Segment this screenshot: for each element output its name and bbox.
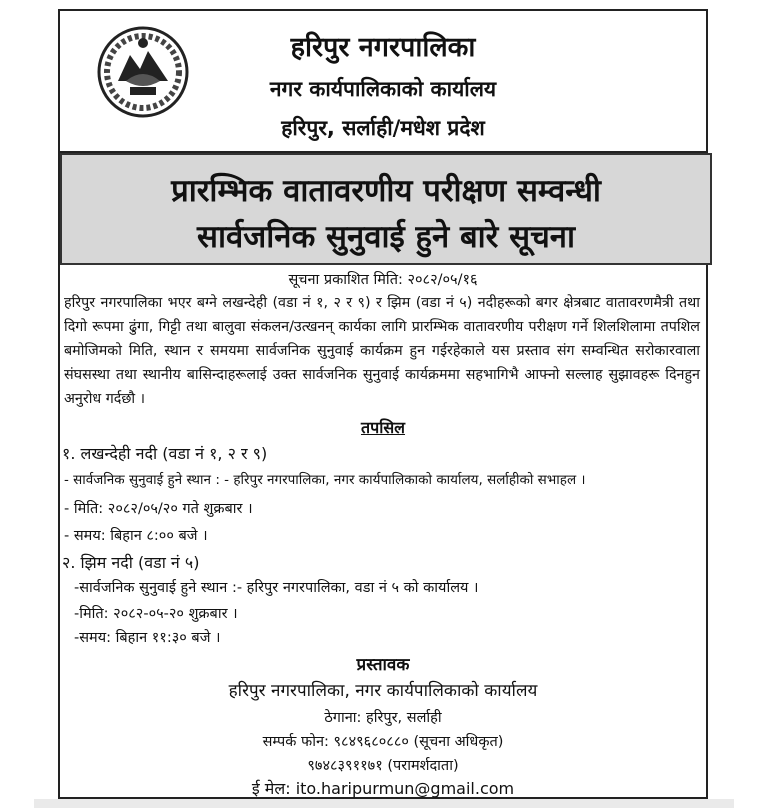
proposer-phone-1: सम्पर्क फोन: ९८४९६८०८८० (सूचना अधिकृत) (262, 734, 504, 750)
title-line-2: सार्वजनिक सुनुवाई हुने बारे सूचना (196, 219, 576, 255)
schedule-1-date: - मिति: २०८२/०५/२० गते शुक्रबार । (64, 501, 253, 517)
schedule-1-heading: १. लखन्देही नदी (वडा नं १, २ र ९) (62, 444, 268, 463)
notice-header (60, 11, 706, 153)
title-banner (60, 153, 712, 265)
org-name: हरिपुर नगरपालिका (290, 32, 476, 63)
bottom-edge (34, 799, 734, 808)
schedule-1-time: - समय: बिहान ८:०० बजे । (64, 528, 208, 544)
schedule-1-venue: - सार्वजनिक सुनुवाई हुने स्थान : - हरिपुर नगरपालिका, नगर कार्यपालिकाको कार्यालय, सर्लाहीको सभाहल । (64, 472, 586, 488)
schedule-2-venue: -सार्वजनिक सुनुवाई हुने स्थान :- हरिपुर नगरपालिका, वडा नं ५ को कार्यालय । (74, 580, 479, 596)
proposer-label: प्रस्तावक (356, 655, 410, 675)
notice-paragraph: हरिपुर नगरपालिका भएर बग्ने लखन्देही (वडा नं १, २ र ९) र झिम (वडा नं ५) नदीहरूको बगर क्षेत्रबाट वातावरणमैत्री तथा दिगो रूपमा ढुंगा, गिट्टी तथा बालुवा संकलन/उत्खनन् कार्यका लागि प्रारम्भिक वातावरणीय परीक्षण गर्ने शिलशिलामा तपशिल बमोजिमको मिति, स्थान र समयमा सार्वजनिक सुनुवाई कार्यक्रम हुन गईरहेकाले यस प्रस्ताव संग सम्वन्धित सरोकारवाला संघसस्था तथा स्थानीय बासिन्दाहरूलाई उक्त सार्वजनिक सुनुवाई कार्यक्रममा सहभागिभै आफ्नो सल्लाह सुझावहरू दिनहुन अनुरोध गर्दछौ । (64, 295, 700, 407)
schedule-2-time: -समय: बिहान ११:३० बजे । (74, 630, 221, 646)
notice-frame (58, 9, 708, 799)
published-date: सूचना प्रकाशित मिति: २०८२/०५/१६ (288, 272, 478, 288)
office-name: नगर कार्यपालिकाको कार्यालय (269, 77, 497, 101)
schedule-heading: तपसिल (360, 418, 406, 437)
schedule-2-date: -मिति: २०८२-०५-२० शुक्रबार । (74, 606, 238, 622)
title-line-1: प्रारम्भिक वातावरणीय परीक्षण सम्वन्धी (171, 173, 601, 209)
schedule-2-heading: २. झिम नदी (वडा नं ५) (62, 553, 200, 572)
proposer-name: हरिपुर नगरपालिका, नगर कार्यपालिकाको कार्यालय (228, 681, 538, 701)
office-address: हरिपुर, सर्लाही/मधेश प्रदेश (281, 116, 485, 140)
proposer-phone-2: ९७४८३९११७१ (परामर्शदाता) (307, 758, 459, 774)
proposer-address: ठेगाना: हरिपुर, सर्लाही (324, 710, 442, 726)
proposer-email: ई मेल: ito.haripurmun@gmail.com (251, 779, 515, 798)
